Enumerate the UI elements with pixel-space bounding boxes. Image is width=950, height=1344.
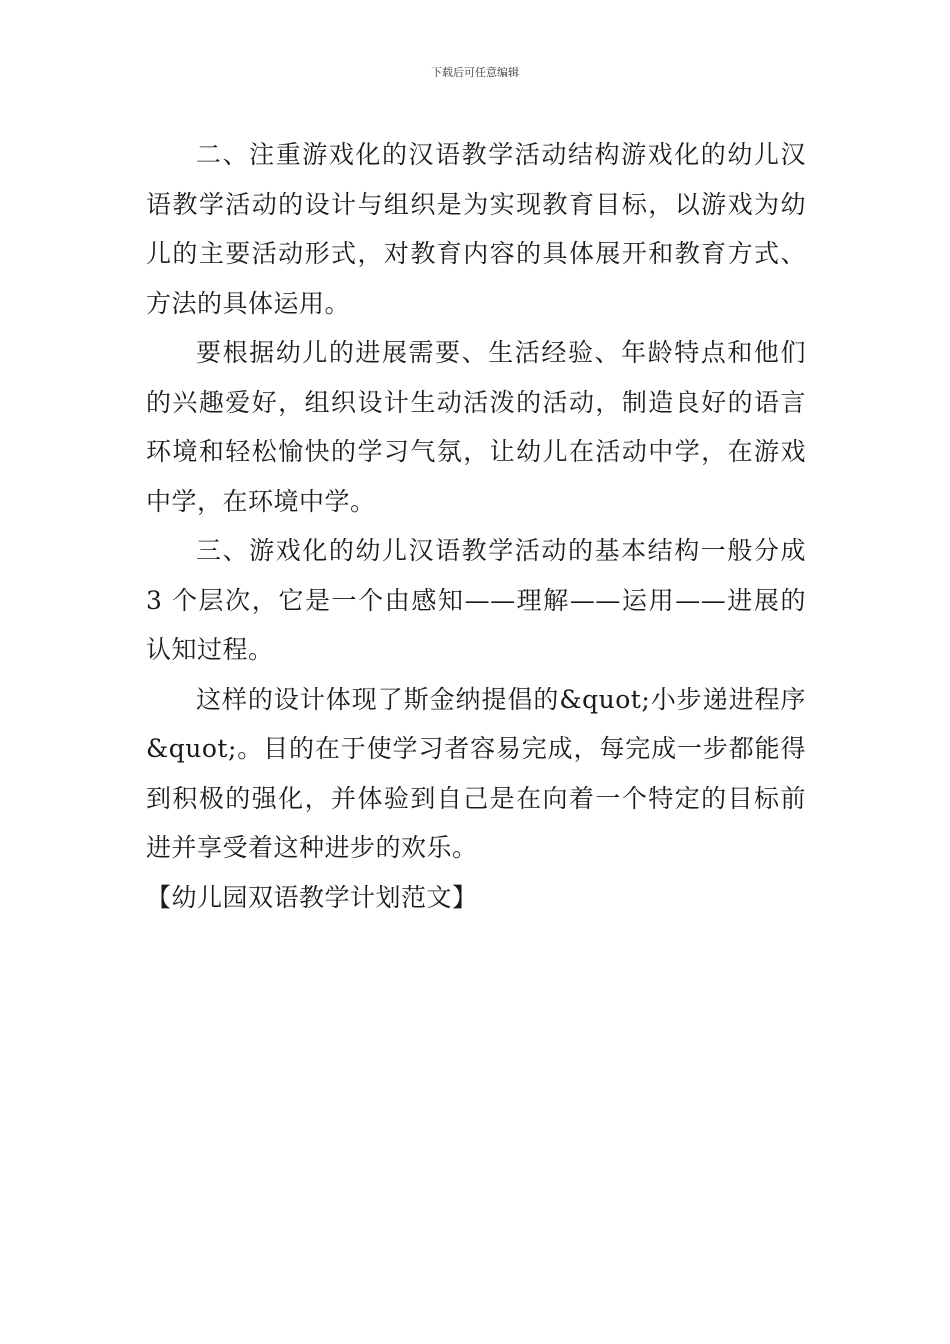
page-header-note: 下载后可任意编辑 — [431, 66, 519, 79]
paragraph-1: 二、注重游戏化的汉语教学活动结构游戏化的幼儿汉语教学活动的设计与组织是为实现教育目标，以游戏为幼儿的主要活动形式，对教育内容的具体展开和教育方式、方法的具体运用。 — [146, 140, 806, 318]
paragraph-4: 这样的设计体现了斯金纳提倡的&quot;小步递进程序&quot;。目的在于使学习者容易完成，每完成一步都能得到积极的强化，并体验到自己是在向着一个特定的目标前进并享受着这种进步的欢乐。 — [146, 684, 806, 862]
paragraph-2: 要根据幼儿的进展需要、生活经验、年龄特点和他们的兴趣爱好，组织设计生动活泼的活动，制造良好的语言环境和轻松愉快的学习气氛，让幼儿在活动中学，在游戏中学，在环境中学。 — [146, 338, 806, 516]
document-body — [146, 130, 806, 922]
paragraph-3: 三、游戏化的幼儿汉语教学活动的基本结构一般分成 3 个层次，它是一个由感知——理解——运用——进展的认知过程。 — [146, 536, 806, 664]
document-title-link: 【幼儿园双语教学计划范文】 — [146, 882, 478, 912]
